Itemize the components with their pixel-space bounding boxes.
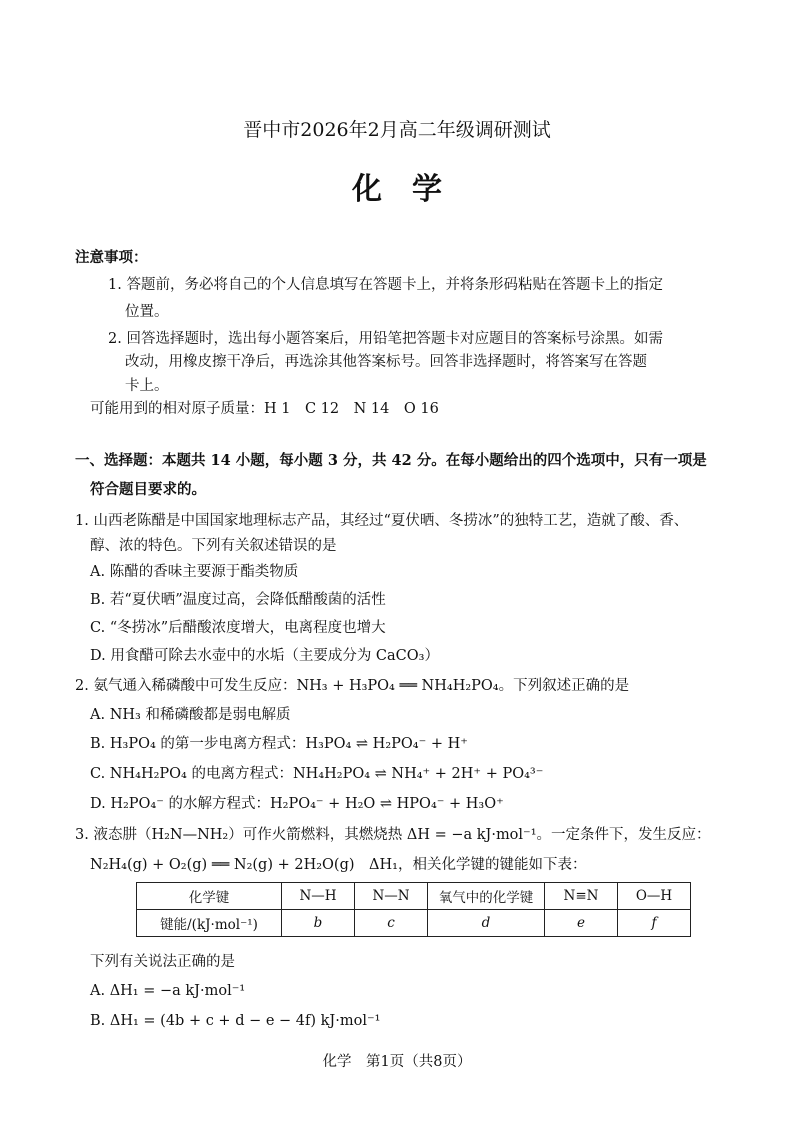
table-cell: e (545, 910, 618, 937)
subject-title: 化学 (352, 172, 472, 207)
notice-heading: 注意事项： (75, 249, 148, 266)
page-footer: 化学 第1页（共8页） (322, 1054, 472, 1070)
table-row (137, 910, 691, 937)
table-cell: 氧气中的化学键 (428, 883, 545, 910)
q2-option-a: A. NH₃ 和稀磷酸都是弱电解质 (90, 707, 291, 723)
q3-stem: 3. 液态肼（H₂N—NH₂）可作火箭燃料，其燃烧热 ΔH = −a kJ·mol⁻¹。一定条件下，发生反应： (75, 827, 711, 843)
table-cell: 键能/(kJ·mol⁻¹) (137, 910, 282, 937)
bond-energy-table (136, 882, 691, 937)
q2-stem: 2. 氨气通入稀磷酸中可发生反应：NH₃ + H₃PO₄ ══ NH₄H₂PO₄。下列叙述正确的是 (75, 678, 630, 694)
q1-option-b: B. 若“夏伏晒”温度过高，会降低醋酸菌的活性 (90, 592, 386, 608)
q3-option-b: B. ΔH₁ = (4b + c + d − e − 4f) kJ·mol⁻¹ (90, 1013, 381, 1029)
table-cell: b (282, 910, 355, 937)
table-header-row (137, 883, 691, 910)
q1-option-d: D. 用食醋可除去水壶中的水垢（主要成分为 CaCO₃） (90, 648, 439, 664)
table-cell: N—N (355, 883, 428, 910)
notice-line: 2. 回答选择题时，选出每小题答案后，用铅笔把答题卡对应题目的答案标号涂黑。如需 (108, 331, 663, 347)
q1-stem: 醇、浓的特色。下列有关叙述错误的是 (90, 538, 337, 554)
table-cell: c (355, 910, 428, 937)
table-cell: N—H (282, 883, 355, 910)
table-cell: 化学键 (137, 883, 282, 910)
section-heading: 符合题目要求的。 (90, 481, 206, 498)
table-cell: d (428, 910, 545, 937)
q2-option-d: D. H₂PO₄⁻ 的水解方程式：H₂PO₄⁻ + H₂O ⇌ HPO₄⁻ + H₃O⁺ (90, 796, 504, 812)
table-cell: N≡N (545, 883, 618, 910)
notice-line: 位置。 (125, 304, 169, 320)
exam-title: 晋中市2026年2月高二年级调研测试 (243, 119, 551, 141)
q1-stem: 1. 山西老陈醋是中国国家地理标志产品，其经过“夏伏晒、冬捞冰”的独特工艺，造就了酸、香、 (75, 513, 689, 529)
table-cell: O—H (618, 883, 691, 910)
q3-option-a: A. ΔH₁ = −a kJ·mol⁻¹ (90, 983, 246, 999)
atomic-masses: 可能用到的相对原子质量：H 1 C 12 N 14 O 16 (90, 401, 439, 417)
q2-option-c: C. NH₄H₂PO₄ 的电离方程式：NH₄H₂PO₄ ⇌ NH₄⁺ + 2H⁺ + PO₄³⁻ (90, 766, 544, 782)
notice-line: 改动，用橡皮擦干净后，再选涂其他答案标号。回答非选择题时，将答案写在答题 (125, 354, 647, 370)
section-heading: 一、选择题：本题共 14 小题，每小题 3 分，共 42 分。在每小题给出的四个选项中，只有一项是 (75, 452, 707, 469)
table-cell: f (618, 910, 691, 937)
q1-option-a: A. 陈醋的香味主要源于酯类物质 (90, 564, 299, 580)
q2-option-b: B. H₃PO₄ 的第一步电离方程式：H₃PO₄ ⇌ H₂PO₄⁻ + H⁺ (90, 736, 468, 752)
q3-prompt: 下列有关说法正确的是 (90, 954, 235, 970)
notice-line: 卡上。 (125, 378, 169, 394)
q3-stem: N₂H₄(g) + O₂(g) ══ N₂(g) + 2H₂O(g) ΔH₁，相关化学键的键能如下表： (90, 857, 587, 873)
q1-option-c: C. “冬捞冰”后醋酸浓度增大，电离程度也增大 (90, 620, 386, 636)
notice-line: 1. 答题前，务必将自己的个人信息填写在答题卡上，并将条形码粘贴在答题卡上的指定 (108, 277, 663, 293)
